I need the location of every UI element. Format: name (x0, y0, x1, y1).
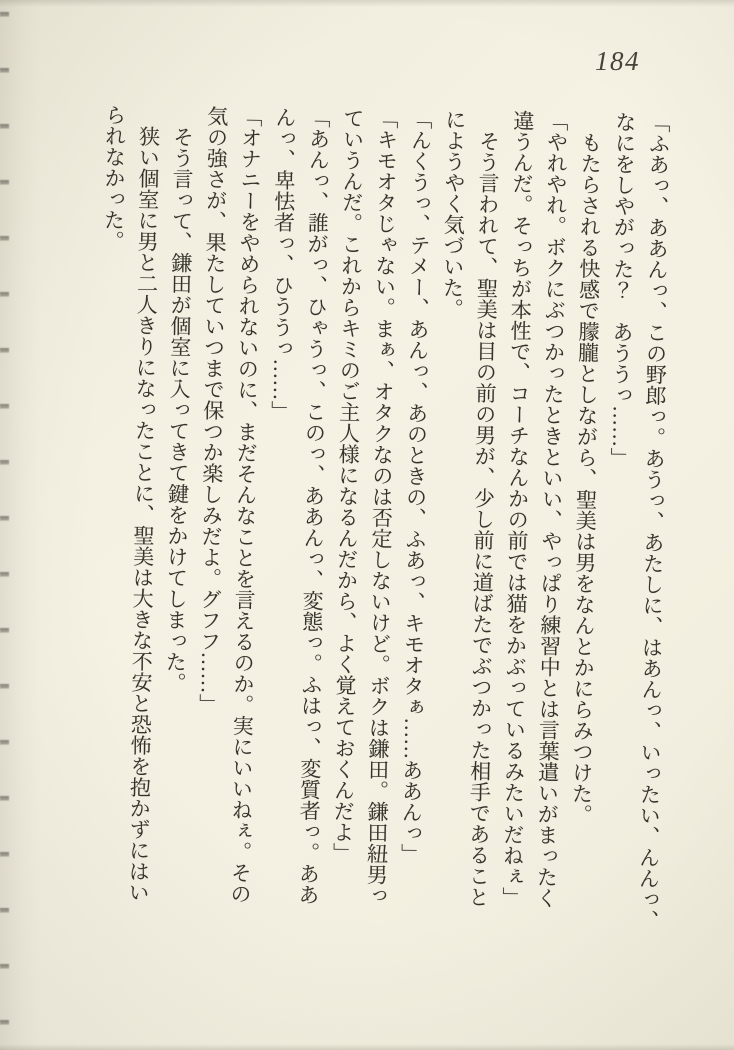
paragraph-dialogue: 「ふあっ、ああんっ、この野郎っ。あうっ、あたしに、はあんっ、いったい、んんっ、 なにをしやがった？ あううっ……」 (608, 111, 672, 931)
paragraph-narrative: そう言って、鎌田が個室に入ってきて鍵をかけてしまった。 (162, 104, 196, 694)
paragraph-dialogue: 「オナニーをやめられないのに、まだそんなことを言えるのか。実にいいねぇ。その 気の強さが、果たしていつまで保つか楽しみだよ。グフフ……」 (196, 105, 264, 905)
paragraph-dialogue: 「あんっ、誰がっ、ひゃうっ、このっ、ああんっ、変態っ。ふはっ、変質者っ。ああ んっ、卑怯者っ、ひううっ……」 (268, 106, 332, 906)
binding-scan-marks (0, 12, 9, 1050)
vertical-text-block (87, 104, 676, 936)
page-number: 184 (595, 46, 640, 76)
paragraph-dialogue: 「やれやれ。ボクにぶつかったときといい、やっぱり練習中とは言葉遣いがまったく 違うんだ。そっちが本性で、コーチなんかの前では猫をかぶっているみたいだねぇ」 (499, 109, 570, 909)
paragraph-narrative: 狭い個室に男と二人きりになったことに、聖美は大きな不安と恐怖を抱かずにはい られなかった。 (101, 103, 162, 903)
paragraph-dialogue: 「キモオタじゃない。まぁ、オタクなのは否定しないけど。ボクは鎌田。鎌田紐男っ ていうんだ。これからキミのご主人様になるんだから、よく覚えておくんだよ」 (330, 107, 400, 907)
paragraph-dialogue: 「んくうっ、テメー、あんっ、あのときの、ふあっ、キモオタぁ……ああんっ」 (398, 108, 434, 865)
paragraph-narrative: そう言われて、聖美は目の前の男が、少し前に道ばたでぶつかった相手であること にようやく気づいた。 (440, 108, 502, 908)
paragraph-narrative: もたらされる快感で朦朧としながら、聖美は男をなんとかにらみつけた。 (569, 110, 604, 825)
